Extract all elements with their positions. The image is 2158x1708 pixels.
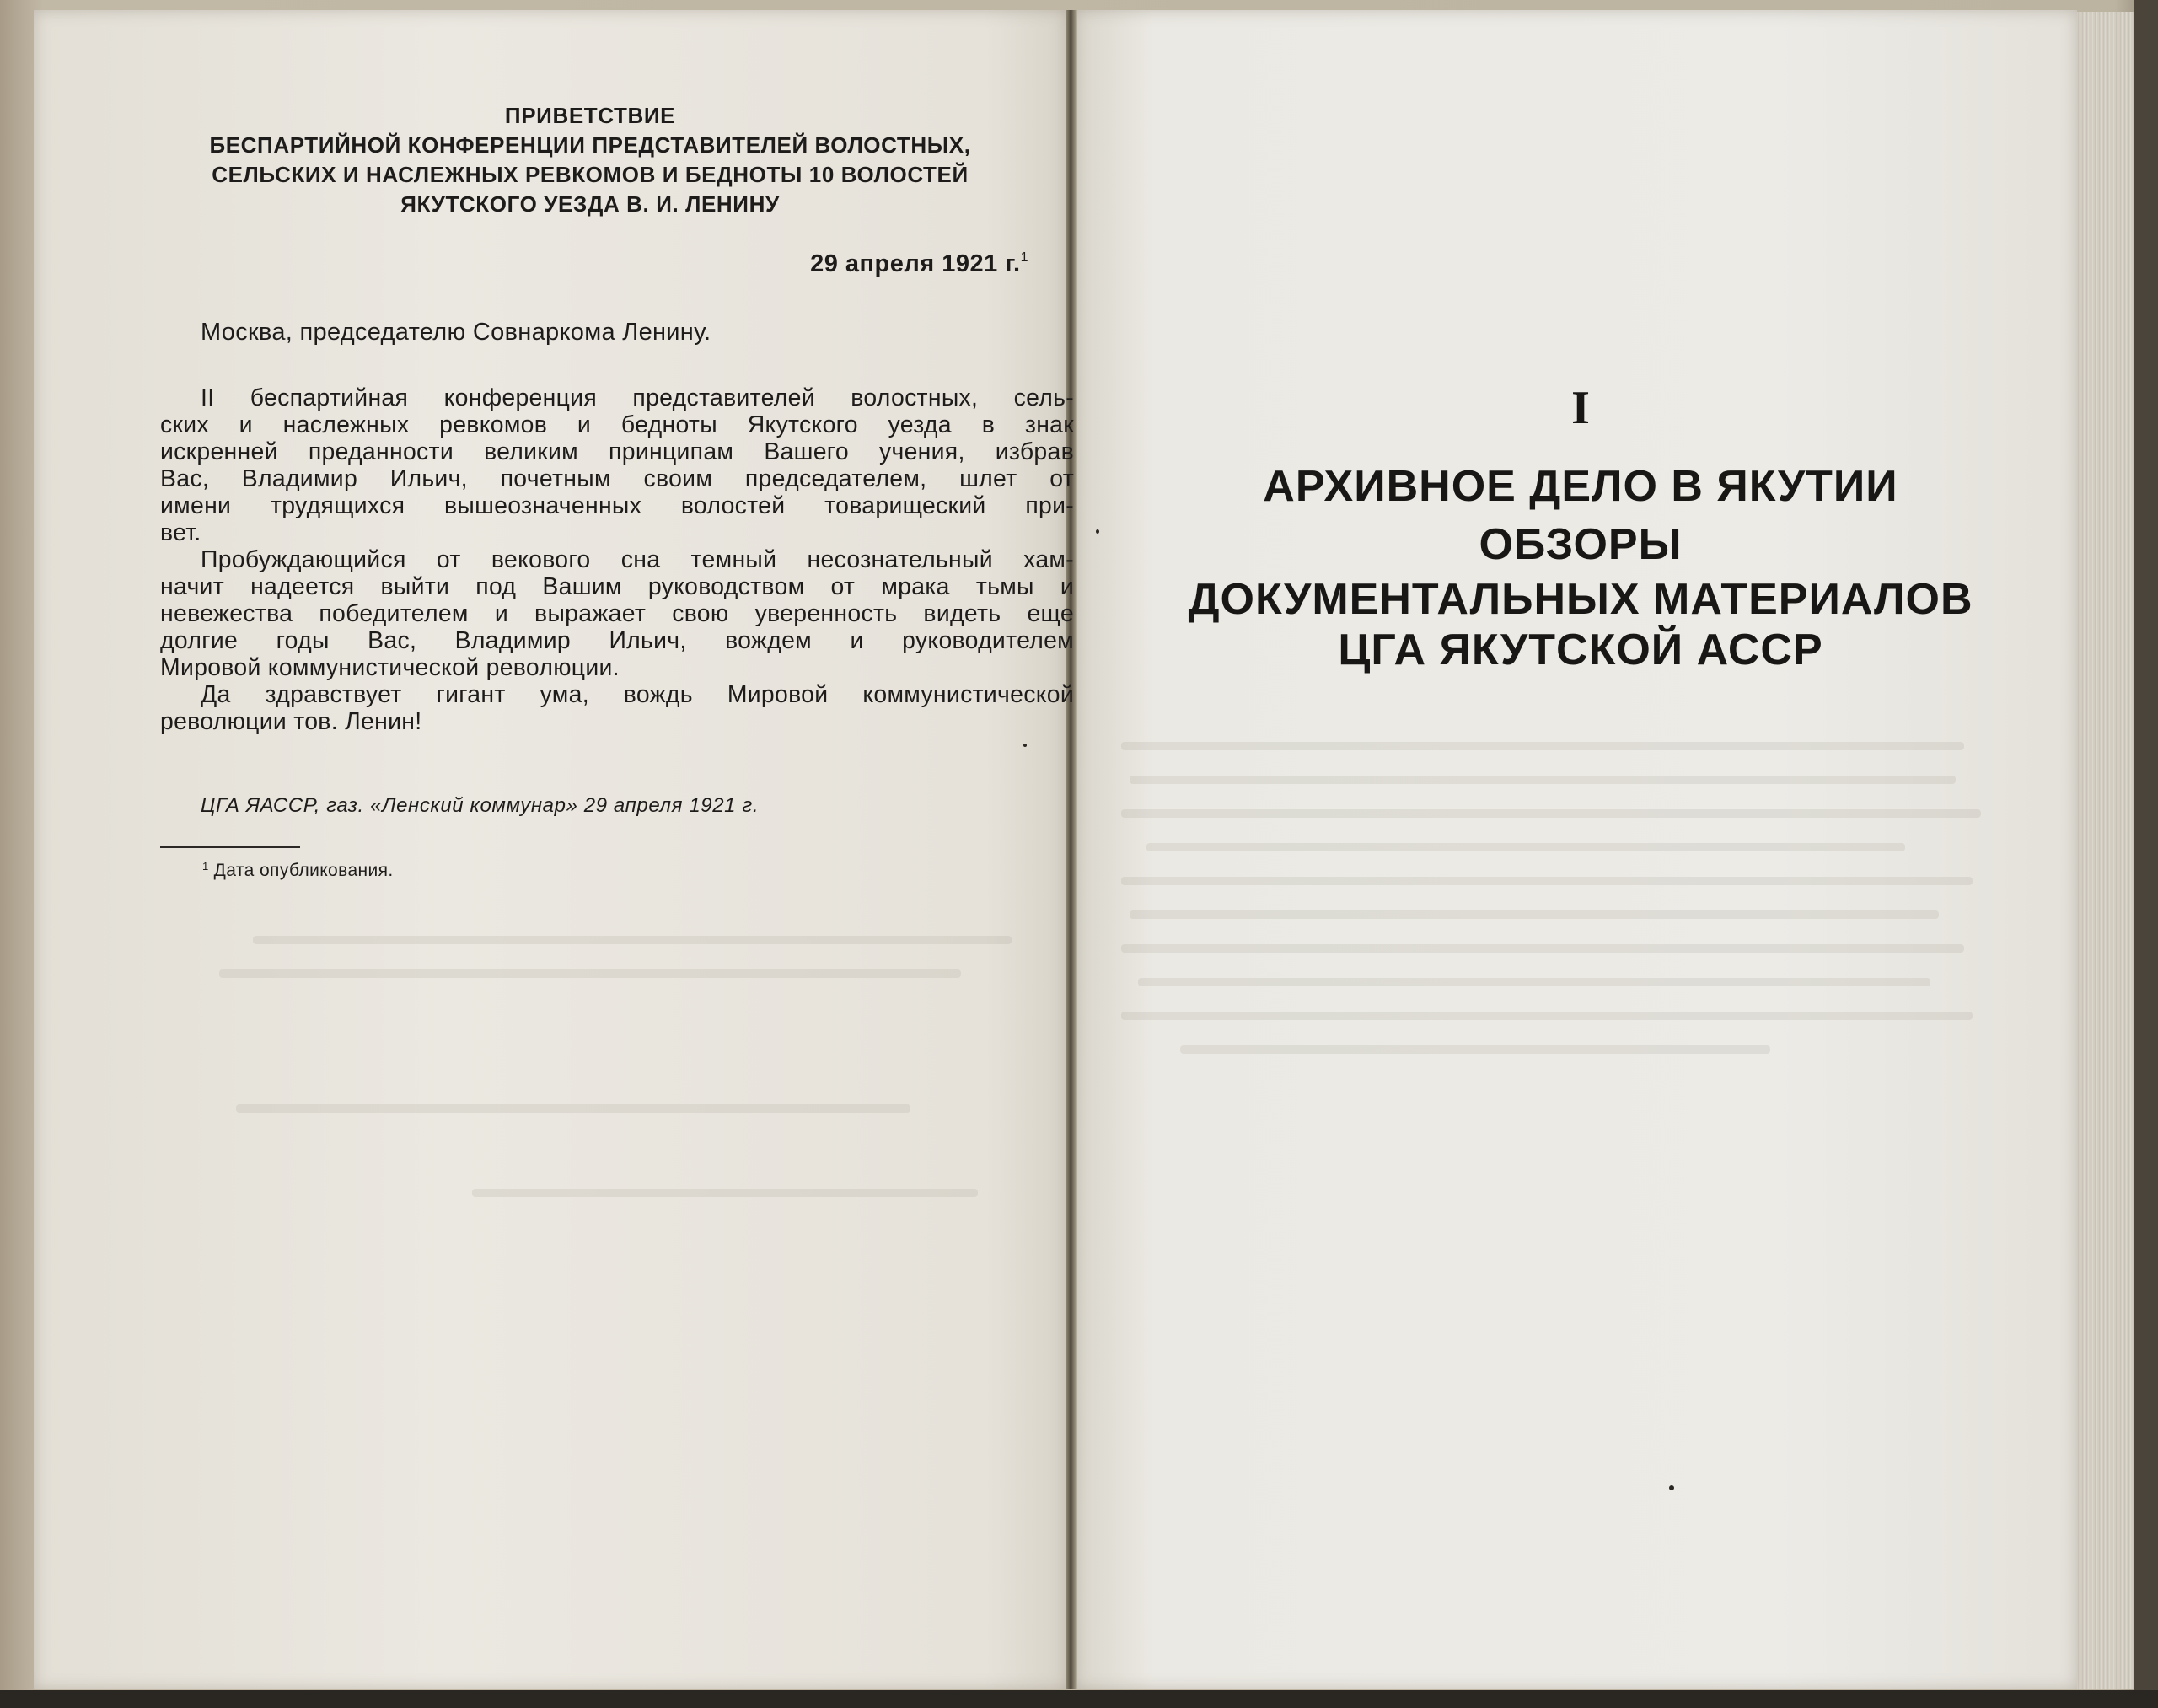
heading-line-4: ЯКУТСКОГО УЕЗДА В. И. ЛЕНИНУ (400, 191, 780, 217)
document-date (810, 250, 1028, 278)
body-line: искренней преданности великим принципам Вашего учения, избрав (160, 438, 1074, 465)
footnote-rule (160, 846, 300, 848)
body-line: невежества победителем и выражает свою уверенность видеть еще (160, 600, 1074, 627)
ink-speck (1669, 1485, 1674, 1490)
footnote-text: Дата опубликования. (213, 861, 394, 880)
book-cover-edge (2134, 0, 2158, 1708)
body-line: Мировой коммунистической революции. (160, 654, 620, 681)
source-citation: ЦГА ЯАССР, газ. «Ленский коммунар» 29 апреля 1921 г. (201, 794, 760, 817)
footnote (202, 860, 394, 881)
heading-line-2: БЕСПАРТИЙНОЙ КОНФЕРЕНЦИИ ПРЕДСТАВИТЕЛЕЙ ВОЛОСТНЫХ, (209, 132, 971, 158)
date-footnote-mark: 1 (1020, 250, 1028, 265)
body-text (160, 384, 1074, 735)
heading-line-3: СЕЛЬСКИХ И НАСЛЕЖНЫХ РЕВКОМОВ И БЕДНОТЫ 10 ВОЛОСТЕЙ (212, 162, 969, 187)
body-line: революции тов. Ленин! (160, 708, 422, 735)
scan-bottom-edge (0, 1690, 2158, 1708)
date-text: 29 апреля 1921 г. (810, 250, 1021, 277)
footnote-mark: 1 (202, 860, 209, 873)
section-title-line-4: ЦГА ЯКУТСКОЙ АССР (1338, 626, 1823, 674)
page-edges (2077, 12, 2136, 1689)
body-line: Да здравствует гигант ума, вождь Мировой коммунистической (201, 681, 1074, 708)
section-title-line-2: ОБЗОРЫ (1479, 520, 1683, 569)
book-gutter (1066, 10, 1077, 1689)
body-line: начит надеется выйти под Вашим руководством от мрака тьмы и (160, 573, 1074, 600)
body-line: Пробуждающийся от векового сна темный несознательный хам- (201, 546, 1074, 573)
section-title-line-1: АРХИВНОЕ ДЕЛО В ЯКУТИИ (1263, 462, 1898, 511)
body-line: долгие годы Вас, Владимир Ильич, вождем и руководителем (160, 627, 1074, 654)
body-line: вет. (160, 519, 201, 546)
section-title-line-3: ДОКУМЕНТАЛЬНЫХ МАТЕРИАЛОВ (1188, 575, 1973, 624)
body-line: II беспартийная конференция представителей волостных, сель- (201, 384, 1074, 411)
addressee-line: Москва, председателю Совнаркома Ленину. (201, 319, 711, 346)
body-line: ских и наслежных ревкомов и бедноты Якутского уезда в знак (160, 411, 1074, 438)
section-number: I (1571, 382, 1590, 434)
body-line: Вас, Владимир Ильич, почетным своим председателем, шлет от (160, 465, 1074, 492)
heading-line-1: ПРИВЕТСТВИЕ (504, 103, 676, 128)
ink-speck (1096, 529, 1099, 534)
body-line: имени трудящихся вышеозначенных волостей товарищеский при- (160, 492, 1074, 519)
ink-speck (1023, 744, 1027, 747)
